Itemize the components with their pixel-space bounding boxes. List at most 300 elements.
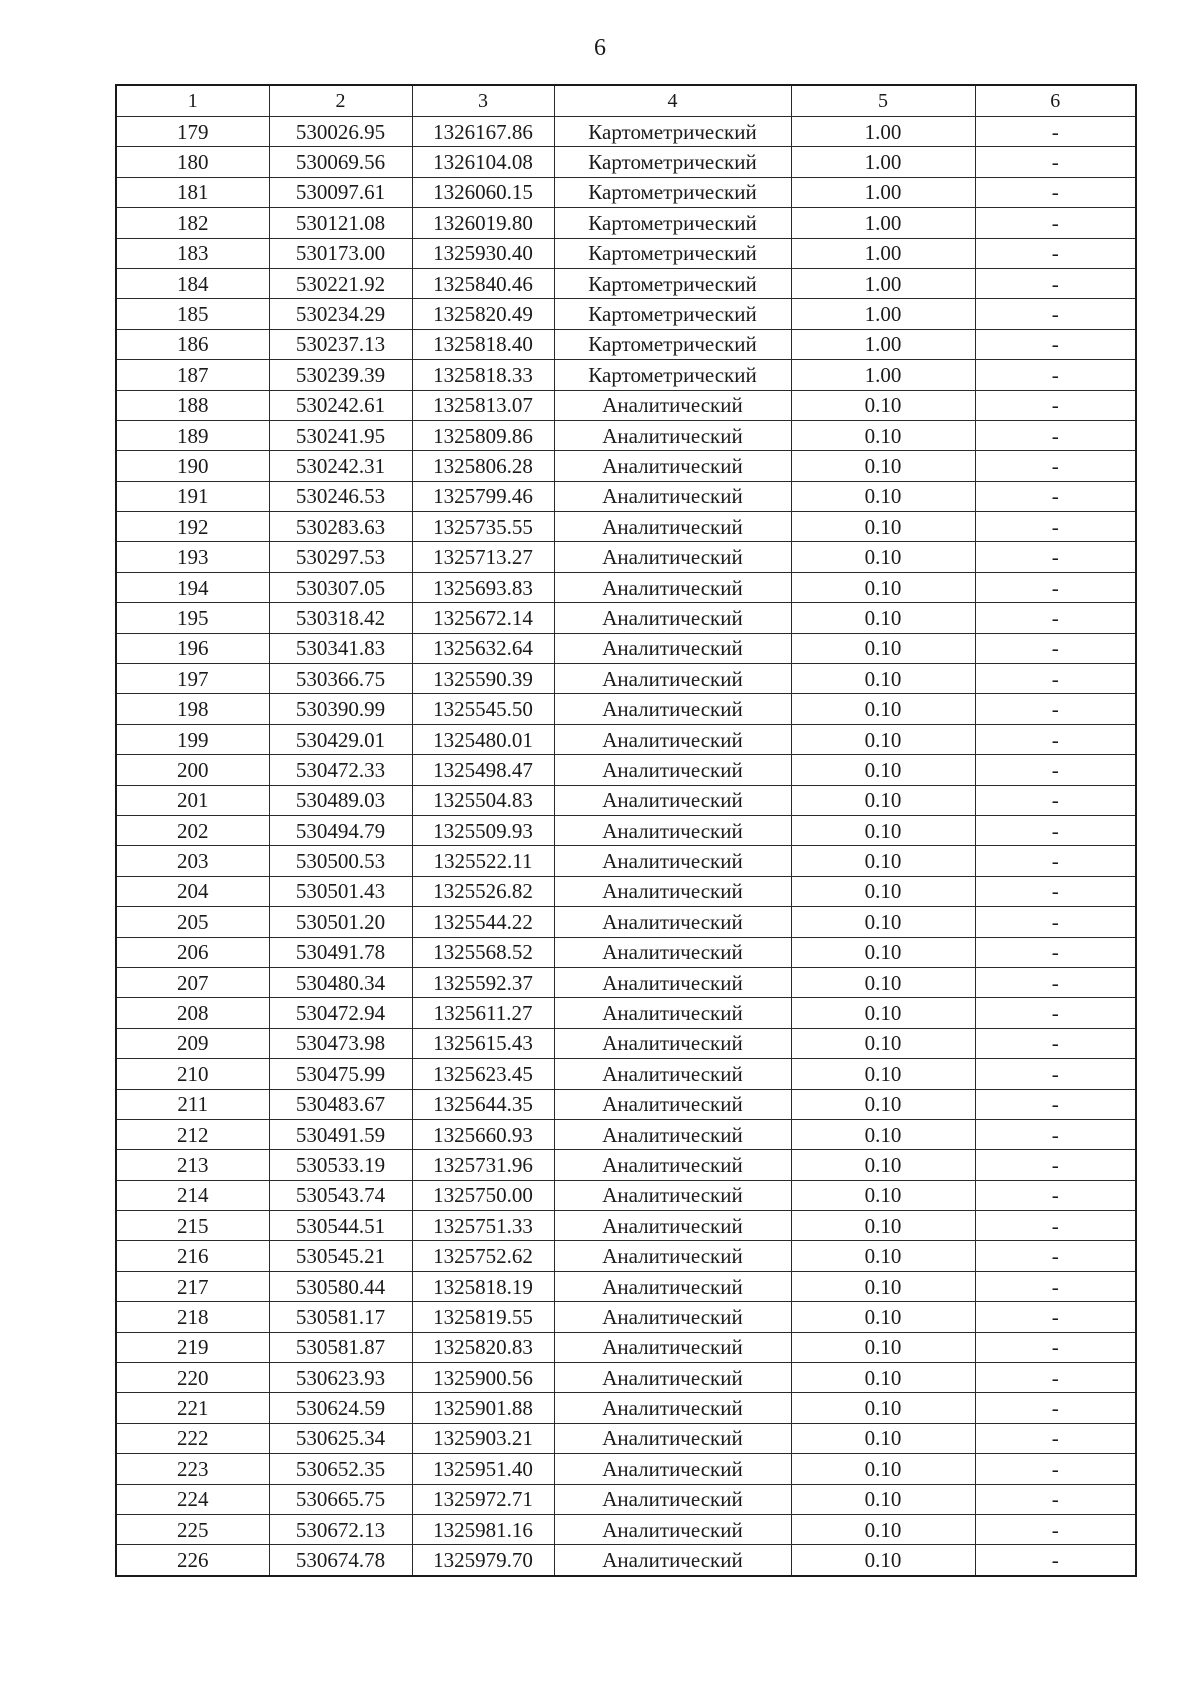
table-row — [116, 117, 1136, 147]
cell-accuracy: 0.10 — [791, 846, 975, 876]
cell-method: Аналитический — [554, 815, 791, 845]
cell-method: Аналитический — [554, 846, 791, 876]
cell-method: Аналитический — [554, 572, 791, 602]
cell-point-number: 200 — [116, 755, 269, 785]
cell-point-number: 185 — [116, 299, 269, 329]
cell-point-number: 213 — [116, 1150, 269, 1180]
cell-method: Аналитический — [554, 1241, 791, 1271]
cell-point-number: 209 — [116, 1028, 269, 1058]
cell-point-number: 181 — [116, 177, 269, 207]
table-row — [116, 1028, 1136, 1058]
cell-note: - — [975, 1150, 1136, 1180]
cell-coordinate-x: 530242.61 — [269, 390, 412, 420]
cell-coordinate-x: 530475.99 — [269, 1059, 412, 1089]
cell-coordinate-y: 1325713.27 — [412, 542, 554, 572]
cell-point-number: 195 — [116, 603, 269, 633]
cell-note: - — [975, 937, 1136, 967]
cell-coordinate-x: 530580.44 — [269, 1271, 412, 1301]
cell-note: - — [975, 1423, 1136, 1453]
table-row — [116, 1302, 1136, 1332]
cell-accuracy: 1.00 — [791, 147, 975, 177]
cell-coordinate-y: 1325930.40 — [412, 238, 554, 268]
cell-coordinate-x: 530429.01 — [269, 724, 412, 754]
table-row — [116, 846, 1136, 876]
cell-coordinate-y: 1325972.71 — [412, 1484, 554, 1514]
cell-coordinate-y: 1325509.93 — [412, 815, 554, 845]
cell-method: Аналитический — [554, 664, 791, 694]
cell-accuracy: 1.00 — [791, 360, 975, 390]
cell-method: Аналитический — [554, 694, 791, 724]
cell-coordinate-y: 1325632.64 — [412, 633, 554, 663]
cell-note: - — [975, 481, 1136, 511]
cell-accuracy: 0.10 — [791, 1454, 975, 1484]
cell-coordinate-y: 1325615.43 — [412, 1028, 554, 1058]
cell-accuracy: 0.10 — [791, 1028, 975, 1058]
cell-point-number: 188 — [116, 390, 269, 420]
cell-coordinate-y: 1325750.00 — [412, 1180, 554, 1210]
cell-note: - — [975, 1454, 1136, 1484]
cell-method: Аналитический — [554, 1332, 791, 1362]
cell-coordinate-y: 1325818.40 — [412, 329, 554, 359]
cell-accuracy: 0.10 — [791, 420, 975, 450]
cell-note: - — [975, 572, 1136, 602]
table-row — [116, 390, 1136, 420]
table-row — [116, 1089, 1136, 1119]
table-row — [116, 1545, 1136, 1576]
cell-note: - — [975, 1393, 1136, 1423]
table-row — [116, 603, 1136, 633]
cell-method: Картометрический — [554, 177, 791, 207]
cell-accuracy: 0.10 — [791, 1363, 975, 1393]
cell-coordinate-y: 1325752.62 — [412, 1241, 554, 1271]
cell-coordinate-y: 1325480.01 — [412, 724, 554, 754]
cell-accuracy: 0.10 — [791, 572, 975, 602]
cell-note: - — [975, 694, 1136, 724]
cell-note: - — [975, 967, 1136, 997]
cell-accuracy: 0.10 — [791, 1393, 975, 1423]
cell-note: - — [975, 603, 1136, 633]
cell-point-number: 198 — [116, 694, 269, 724]
cell-note: - — [975, 907, 1136, 937]
table-row — [116, 208, 1136, 238]
cell-method: Аналитический — [554, 1484, 791, 1514]
cell-accuracy: 1.00 — [791, 299, 975, 329]
cell-method: Аналитический — [554, 907, 791, 937]
cell-coordinate-x: 530581.87 — [269, 1332, 412, 1362]
cell-method: Картометрический — [554, 329, 791, 359]
column-header: 5 — [791, 85, 975, 117]
table-row — [116, 329, 1136, 359]
cell-method: Картометрический — [554, 208, 791, 238]
cell-method: Аналитический — [554, 1028, 791, 1058]
cell-coordinate-y: 1325526.82 — [412, 876, 554, 906]
cell-coordinate-x: 530069.56 — [269, 147, 412, 177]
cell-note: - — [975, 1514, 1136, 1544]
cell-point-number: 180 — [116, 147, 269, 177]
cell-note: - — [975, 360, 1136, 390]
table-row — [116, 572, 1136, 602]
coordinates-table — [115, 84, 1137, 1577]
cell-accuracy: 0.10 — [791, 785, 975, 815]
cell-coordinate-x: 530494.79 — [269, 815, 412, 845]
cell-method: Аналитический — [554, 1211, 791, 1241]
cell-accuracy: 0.10 — [791, 481, 975, 511]
table-row — [116, 1393, 1136, 1423]
cell-coordinate-y: 1325644.35 — [412, 1089, 554, 1119]
cell-coordinate-x: 530473.98 — [269, 1028, 412, 1058]
cell-coordinate-y: 1325809.86 — [412, 420, 554, 450]
cell-coordinate-x: 530242.31 — [269, 451, 412, 481]
cell-note: - — [975, 542, 1136, 572]
cell-method: Аналитический — [554, 1423, 791, 1453]
cell-note: - — [975, 1119, 1136, 1149]
cell-accuracy: 0.10 — [791, 907, 975, 937]
cell-coordinate-x: 530472.94 — [269, 998, 412, 1028]
table-row — [116, 1514, 1136, 1544]
cell-accuracy: 0.10 — [791, 1119, 975, 1149]
cell-method: Аналитический — [554, 512, 791, 542]
cell-point-number: 218 — [116, 1302, 269, 1332]
cell-method: Аналитический — [554, 1271, 791, 1301]
cell-point-number: 212 — [116, 1119, 269, 1149]
cell-method: Аналитический — [554, 1545, 791, 1576]
table-row — [116, 299, 1136, 329]
cell-accuracy: 0.10 — [791, 694, 975, 724]
table-row — [116, 998, 1136, 1028]
cell-note: - — [975, 390, 1136, 420]
cell-coordinate-x: 530237.13 — [269, 329, 412, 359]
table-row — [116, 907, 1136, 937]
cell-point-number: 194 — [116, 572, 269, 602]
cell-coordinate-x: 530221.92 — [269, 268, 412, 298]
cell-coordinate-y: 1325806.28 — [412, 451, 554, 481]
cell-coordinate-x: 530625.34 — [269, 1423, 412, 1453]
cell-coordinate-y: 1325545.50 — [412, 694, 554, 724]
table-row — [116, 420, 1136, 450]
cell-point-number: 210 — [116, 1059, 269, 1089]
cell-accuracy: 0.10 — [791, 876, 975, 906]
cell-coordinate-y: 1325813.07 — [412, 390, 554, 420]
cell-accuracy: 0.10 — [791, 755, 975, 785]
table-row — [116, 815, 1136, 845]
cell-method: Аналитический — [554, 390, 791, 420]
cell-coordinate-y: 1325672.14 — [412, 603, 554, 633]
column-header: 6 — [975, 85, 1136, 117]
cell-accuracy: 0.10 — [791, 815, 975, 845]
cell-coordinate-x: 530239.39 — [269, 360, 412, 390]
table-row — [116, 268, 1136, 298]
cell-point-number: 197 — [116, 664, 269, 694]
cell-point-number: 221 — [116, 1393, 269, 1423]
cell-method: Аналитический — [554, 724, 791, 754]
cell-point-number: 217 — [116, 1271, 269, 1301]
cell-point-number: 187 — [116, 360, 269, 390]
cell-accuracy: 0.10 — [791, 1241, 975, 1271]
cell-coordinate-y: 1325660.93 — [412, 1119, 554, 1149]
cell-coordinate-y: 1325819.55 — [412, 1302, 554, 1332]
cell-accuracy: 0.10 — [791, 1484, 975, 1514]
cell-note: - — [975, 1484, 1136, 1514]
cell-point-number: 208 — [116, 998, 269, 1028]
cell-coordinate-x: 530489.03 — [269, 785, 412, 815]
cell-point-number: 191 — [116, 481, 269, 511]
cell-method: Аналитический — [554, 1150, 791, 1180]
cell-note: - — [975, 147, 1136, 177]
table-row — [116, 481, 1136, 511]
table-row — [116, 785, 1136, 815]
cell-coordinate-x: 530624.59 — [269, 1393, 412, 1423]
cell-coordinate-y: 1326167.86 — [412, 117, 554, 147]
cell-coordinate-x: 530241.95 — [269, 420, 412, 450]
cell-accuracy: 0.10 — [791, 1211, 975, 1241]
cell-note: - — [975, 451, 1136, 481]
cell-coordinate-y: 1325751.33 — [412, 1211, 554, 1241]
cell-accuracy: 0.10 — [791, 512, 975, 542]
cell-accuracy: 0.10 — [791, 1150, 975, 1180]
table-row — [116, 1484, 1136, 1514]
table-row — [116, 1180, 1136, 1210]
cell-accuracy: 0.10 — [791, 1332, 975, 1362]
cell-note: - — [975, 420, 1136, 450]
cell-coordinate-y: 1325498.47 — [412, 755, 554, 785]
table-row — [116, 967, 1136, 997]
cell-method: Картометрический — [554, 268, 791, 298]
cell-coordinate-x: 530501.20 — [269, 907, 412, 937]
cell-accuracy: 0.10 — [791, 542, 975, 572]
cell-coordinate-y: 1325840.46 — [412, 268, 554, 298]
cell-accuracy: 1.00 — [791, 268, 975, 298]
table-row — [116, 1423, 1136, 1453]
cell-note: - — [975, 1363, 1136, 1393]
cell-point-number: 183 — [116, 238, 269, 268]
cell-note: - — [975, 755, 1136, 785]
cell-note: - — [975, 1059, 1136, 1089]
cell-point-number: 190 — [116, 451, 269, 481]
column-header: 3 — [412, 85, 554, 117]
cell-point-number: 215 — [116, 1211, 269, 1241]
cell-accuracy: 1.00 — [791, 329, 975, 359]
table-header-row — [116, 85, 1136, 117]
cell-point-number: 204 — [116, 876, 269, 906]
table-row — [116, 1363, 1136, 1393]
cell-coordinate-y: 1325504.83 — [412, 785, 554, 815]
cell-coordinate-x: 530283.63 — [269, 512, 412, 542]
cell-note: - — [975, 299, 1136, 329]
table-row — [116, 1454, 1136, 1484]
cell-accuracy: 0.10 — [791, 1302, 975, 1332]
cell-point-number: 205 — [116, 907, 269, 937]
table-row — [116, 876, 1136, 906]
cell-method: Картометрический — [554, 299, 791, 329]
cell-point-number: 202 — [116, 815, 269, 845]
cell-method: Картометрический — [554, 238, 791, 268]
cell-accuracy: 0.10 — [791, 664, 975, 694]
cell-coordinate-x: 530307.05 — [269, 572, 412, 602]
cell-point-number: 192 — [116, 512, 269, 542]
cell-coordinate-y: 1325522.11 — [412, 846, 554, 876]
cell-coordinate-y: 1325903.21 — [412, 1423, 554, 1453]
cell-point-number: 214 — [116, 1180, 269, 1210]
cell-method: Аналитический — [554, 1454, 791, 1484]
cell-point-number: 225 — [116, 1514, 269, 1544]
cell-coordinate-y: 1326104.08 — [412, 147, 554, 177]
cell-coordinate-x: 530246.53 — [269, 481, 412, 511]
cell-accuracy: 0.10 — [791, 1271, 975, 1301]
cell-method: Аналитический — [554, 542, 791, 572]
cell-coordinate-y: 1325799.46 — [412, 481, 554, 511]
cell-coordinate-x: 530097.61 — [269, 177, 412, 207]
table-row — [116, 633, 1136, 663]
cell-note: - — [975, 1332, 1136, 1362]
cell-method: Аналитический — [554, 967, 791, 997]
cell-method: Картометрический — [554, 117, 791, 147]
cell-note: - — [975, 1028, 1136, 1058]
cell-accuracy: 1.00 — [791, 117, 975, 147]
cell-point-number: 203 — [116, 846, 269, 876]
cell-coordinate-x: 530545.21 — [269, 1241, 412, 1271]
cell-coordinate-x: 530501.43 — [269, 876, 412, 906]
cell-accuracy: 0.10 — [791, 967, 975, 997]
cell-coordinate-y: 1325544.22 — [412, 907, 554, 937]
cell-note: - — [975, 1241, 1136, 1271]
cell-method: Аналитический — [554, 603, 791, 633]
cell-coordinate-x: 530318.42 — [269, 603, 412, 633]
cell-accuracy: 0.10 — [791, 1059, 975, 1089]
cell-accuracy: 1.00 — [791, 208, 975, 238]
cell-note: - — [975, 268, 1136, 298]
table-row — [116, 937, 1136, 967]
cell-point-number: 223 — [116, 1454, 269, 1484]
cell-note: - — [975, 1302, 1136, 1332]
cell-method: Аналитический — [554, 1302, 791, 1332]
column-header: 4 — [554, 85, 791, 117]
table-row — [116, 177, 1136, 207]
cell-coordinate-y: 1325611.27 — [412, 998, 554, 1028]
cell-accuracy: 0.10 — [791, 1089, 975, 1119]
cell-accuracy: 0.10 — [791, 1545, 975, 1576]
table-row — [116, 724, 1136, 754]
cell-method: Аналитический — [554, 1363, 791, 1393]
cell-coordinate-y: 1326019.80 — [412, 208, 554, 238]
table-row — [116, 360, 1136, 390]
cell-method: Картометрический — [554, 147, 791, 177]
cell-accuracy: 0.10 — [791, 603, 975, 633]
table-row — [116, 1271, 1136, 1301]
cell-coordinate-y: 1325818.33 — [412, 360, 554, 390]
cell-coordinate-y: 1325820.83 — [412, 1332, 554, 1362]
cell-coordinate-x: 530581.17 — [269, 1302, 412, 1332]
cell-coordinate-y: 1325735.55 — [412, 512, 554, 542]
cell-method: Аналитический — [554, 1180, 791, 1210]
cell-coordinate-x: 530390.99 — [269, 694, 412, 724]
cell-point-number: 186 — [116, 329, 269, 359]
cell-coordinate-y: 1325951.40 — [412, 1454, 554, 1484]
cell-accuracy: 0.10 — [791, 1423, 975, 1453]
cell-point-number: 193 — [116, 542, 269, 572]
table-row — [116, 664, 1136, 694]
cell-accuracy: 0.10 — [791, 390, 975, 420]
cell-coordinate-y: 1326060.15 — [412, 177, 554, 207]
cell-method: Аналитический — [554, 481, 791, 511]
cell-note: - — [975, 846, 1136, 876]
cell-coordinate-x: 530366.75 — [269, 664, 412, 694]
cell-note: - — [975, 512, 1136, 542]
cell-method: Аналитический — [554, 420, 791, 450]
cell-coordinate-x: 530672.13 — [269, 1514, 412, 1544]
table-row — [116, 1150, 1136, 1180]
cell-point-number: 219 — [116, 1332, 269, 1362]
table-row — [116, 694, 1136, 724]
cell-point-number: 207 — [116, 967, 269, 997]
cell-accuracy: 0.10 — [791, 1514, 975, 1544]
cell-point-number: 179 — [116, 117, 269, 147]
table-row — [116, 147, 1136, 177]
cell-note: - — [975, 664, 1136, 694]
cell-note: - — [975, 208, 1136, 238]
cell-method: Аналитический — [554, 451, 791, 481]
cell-coordinate-y: 1325731.96 — [412, 1150, 554, 1180]
cell-coordinate-x: 530173.00 — [269, 238, 412, 268]
table-body — [116, 85, 1136, 1576]
table-row — [116, 1211, 1136, 1241]
cell-point-number: 196 — [116, 633, 269, 663]
cell-coordinate-x: 530533.19 — [269, 1150, 412, 1180]
cell-method: Аналитический — [554, 1089, 791, 1119]
cell-coordinate-x: 530674.78 — [269, 1545, 412, 1576]
cell-coordinate-y: 1325979.70 — [412, 1545, 554, 1576]
cell-coordinate-x: 530623.93 — [269, 1363, 412, 1393]
cell-note: - — [975, 724, 1136, 754]
cell-point-number: 182 — [116, 208, 269, 238]
cell-method: Аналитический — [554, 876, 791, 906]
cell-method: Аналитический — [554, 633, 791, 663]
cell-coordinate-x: 530026.95 — [269, 117, 412, 147]
cell-point-number: 226 — [116, 1545, 269, 1576]
cell-point-number: 206 — [116, 937, 269, 967]
cell-coordinate-x: 530652.35 — [269, 1454, 412, 1484]
cell-point-number: 201 — [116, 785, 269, 815]
cell-point-number: 189 — [116, 420, 269, 450]
cell-note: - — [975, 177, 1136, 207]
cell-method: Картометрический — [554, 360, 791, 390]
cell-coordinate-x: 530234.29 — [269, 299, 412, 329]
cell-method: Аналитический — [554, 1059, 791, 1089]
cell-note: - — [975, 785, 1136, 815]
cell-method: Аналитический — [554, 785, 791, 815]
cell-accuracy: 1.00 — [791, 238, 975, 268]
cell-note: - — [975, 1089, 1136, 1119]
table-row — [116, 238, 1136, 268]
cell-coordinate-y: 1325901.88 — [412, 1393, 554, 1423]
cell-coordinate-x: 530544.51 — [269, 1211, 412, 1241]
cell-coordinate-y: 1325981.16 — [412, 1514, 554, 1544]
cell-coordinate-x: 530472.33 — [269, 755, 412, 785]
column-header: 2 — [269, 85, 412, 117]
table-row — [116, 542, 1136, 572]
cell-coordinate-y: 1325590.39 — [412, 664, 554, 694]
cell-note: - — [975, 238, 1136, 268]
column-header: 1 — [116, 85, 269, 117]
cell-coordinate-y: 1325820.49 — [412, 299, 554, 329]
cell-coordinate-y: 1325568.52 — [412, 937, 554, 967]
cell-accuracy: 1.00 — [791, 177, 975, 207]
cell-note: - — [975, 329, 1136, 359]
cell-point-number: 211 — [116, 1089, 269, 1119]
table-row — [116, 512, 1136, 542]
cell-coordinate-y: 1325818.19 — [412, 1271, 554, 1301]
cell-accuracy: 0.10 — [791, 633, 975, 663]
cell-method: Аналитический — [554, 998, 791, 1028]
